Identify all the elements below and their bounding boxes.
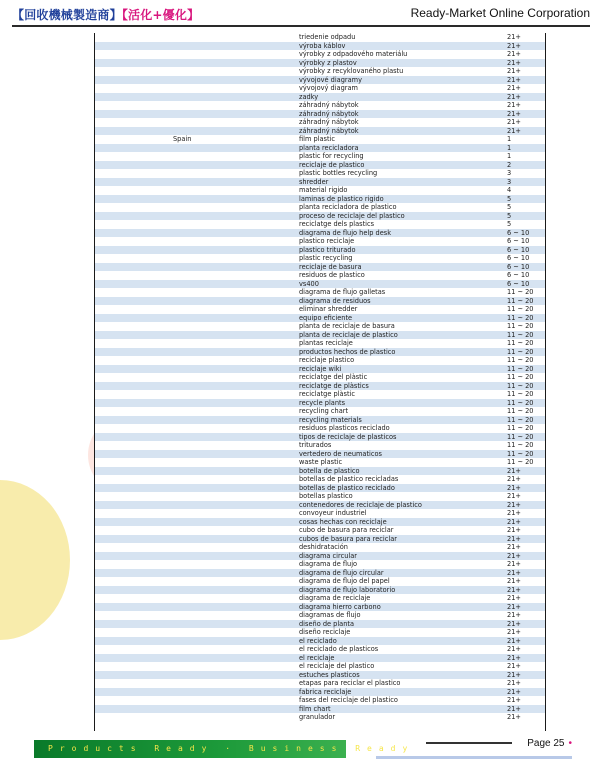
table-row: [95, 603, 545, 612]
table-row: [95, 535, 545, 544]
table-row: [95, 390, 545, 399]
table-row: [95, 620, 545, 629]
rank-range-cell: 11 ~ 20: [507, 381, 534, 390]
rank-range-cell: 6 ~ 10: [507, 245, 530, 254]
rank-range-cell: 21+: [507, 109, 521, 118]
table-row: [95, 543, 545, 552]
table-row: [95, 467, 545, 476]
table-row: [95, 67, 545, 76]
rank-range-cell: 3: [507, 177, 512, 186]
rank-range-cell: 21+: [507, 500, 521, 509]
keyword-cell: cubo de basura para reciclar: [299, 526, 394, 534]
keyword-cell: diagramas de flujo: [299, 611, 361, 619]
table-row: [95, 195, 545, 204]
table-row: [95, 526, 545, 535]
rank-range-cell: 11 ~ 20: [507, 296, 534, 305]
table-row: [95, 127, 545, 136]
keyword-cell: eliminar shredder: [299, 305, 358, 313]
keyword-cell: reciclaje plastico: [299, 356, 355, 364]
rank-range-cell: 21+: [507, 58, 521, 67]
keyword-cell: el reciclaje del plastico: [299, 662, 375, 670]
rank-range-cell: 11 ~ 20: [507, 432, 534, 441]
table-row: [95, 152, 545, 161]
rank-range-cell: 11 ~ 20: [507, 339, 534, 347]
table-row: [95, 713, 545, 722]
table-row: [95, 254, 545, 263]
keyword-cell: el reciclado de plasticos: [299, 645, 379, 653]
rank-range-cell: 11 ~ 20: [507, 390, 534, 398]
keyword-cell: reciclatge dels plastics: [299, 220, 375, 228]
decorative-yellow-blob: [0, 480, 70, 640]
rank-range-cell: 21+: [507, 92, 521, 101]
header-company-name: Ready-Market Online Corporation: [410, 6, 590, 20]
rank-range-cell: 21+: [507, 101, 521, 109]
rank-range-cell: 21+: [507, 687, 521, 696]
keyword-cell: cubos de basura para reciclar: [299, 534, 397, 543]
table-row: [95, 84, 545, 93]
rank-range-cell: 21+: [507, 526, 521, 534]
table-row: [95, 679, 545, 688]
keyword-cell: recycle plants: [299, 398, 346, 407]
rank-range-cell: 21+: [507, 653, 521, 662]
keyword-cell: convoyeur industriel: [299, 509, 367, 517]
table-row: [95, 229, 545, 238]
keyword-cell: diagrama de flujo circular: [299, 568, 384, 577]
table-row: [95, 297, 545, 306]
table-row: [95, 662, 545, 671]
rank-range-cell: 21+: [507, 628, 521, 636]
footer-accent-line: [376, 756, 572, 759]
table-row: [95, 645, 545, 654]
table-row: [95, 322, 545, 331]
rank-range-cell: 21+: [507, 696, 521, 704]
keyword-cell: granulador: [299, 713, 336, 721]
footer-divider: [426, 742, 512, 744]
rank-range-cell: 11 ~ 20: [507, 415, 534, 424]
rank-range-cell: 21+: [507, 84, 521, 92]
rank-range-cell: 6 ~ 10: [507, 254, 530, 262]
rank-range-cell: 2: [507, 160, 512, 169]
rank-range-cell: 21+: [507, 594, 521, 602]
table-row: [95, 42, 545, 51]
keyword-cell: estuches plasticos: [299, 670, 360, 679]
rank-range-cell: 21+: [507, 577, 521, 585]
keyword-cell: plastic bottles recycling: [299, 169, 378, 177]
rank-range-cell: 4: [507, 186, 512, 194]
rank-range-cell: 11 ~ 20: [507, 313, 534, 322]
rank-range-cell: 11 ~ 20: [507, 398, 534, 407]
table-row: [95, 305, 545, 314]
table-row: [95, 59, 545, 68]
keyword-cell: planta de reciclaje de plastico: [299, 330, 398, 339]
table-row: [95, 237, 545, 246]
table-row: [95, 518, 545, 527]
keyword-cell: triturados: [299, 441, 332, 449]
table-row: [95, 373, 545, 382]
table-row: [95, 178, 545, 187]
keyword-cell: reciclatge de plàstics: [299, 381, 369, 390]
rank-range-cell: 21+: [507, 679, 521, 687]
rank-range-cell: 21+: [507, 670, 521, 679]
table-row: [95, 628, 545, 637]
table-row: [95, 365, 545, 374]
keyword-cell: vývojový diagram: [299, 84, 358, 92]
keyword-cell: diagrama de reciclaje: [299, 594, 371, 602]
table-row: [95, 654, 545, 663]
table-row: [95, 101, 545, 110]
table-row: [95, 118, 545, 127]
rank-range-cell: 5: [507, 194, 512, 203]
rank-range-cell: 21+: [507, 560, 521, 568]
keyword-cell: el reciclaje: [299, 653, 335, 662]
table-row: [95, 212, 545, 221]
keyword-cell: reciclaje de plastico: [299, 160, 365, 169]
keyword-cell: diagrama hierro carbono: [299, 602, 381, 611]
keyword-cell: planta recicladora: [299, 143, 359, 152]
header-company-label: 【回收機械製造商】: [12, 8, 122, 22]
keyword-cell: el reciclado: [299, 636, 337, 645]
table-row: [95, 161, 545, 170]
keyword-cell: productos hechos de plastico: [299, 347, 396, 356]
keyword-cell: planta recicladora de plastico: [299, 203, 397, 211]
header-title: [12, 6, 199, 23]
keyword-cell: tipos de reciclaje de plasticos: [299, 432, 397, 441]
keyword-cell: plantas reciclaje: [299, 339, 353, 347]
table-row: [95, 271, 545, 280]
rank-range-cell: 21+: [507, 492, 521, 500]
table-row: [95, 331, 545, 340]
rank-range-cell: 11 ~ 20: [507, 305, 534, 313]
rank-range-cell: 21+: [507, 662, 521, 670]
rank-range-cell: 1: [507, 152, 512, 160]
table-row: [95, 186, 545, 195]
keyword-cell: shredder: [299, 177, 329, 186]
table-row: [95, 50, 545, 59]
keyword-cell: recycling chart: [299, 407, 349, 415]
table-row: [95, 203, 545, 212]
rank-range-cell: 21+: [507, 466, 521, 475]
table-row: [95, 280, 545, 289]
rank-range-cell: 21+: [507, 483, 521, 492]
footer-slogan-bar: Products Ready · Business Ready: [34, 740, 346, 758]
keyword-cell: residuos de plastico: [299, 271, 365, 279]
rank-range-cell: 21+: [507, 611, 521, 619]
table-row: [95, 611, 545, 620]
table-row: [95, 492, 545, 501]
rank-range-cell: 6 ~ 10: [507, 279, 530, 288]
table-row: [95, 586, 545, 595]
keyword-cell: diagrama circular: [299, 551, 357, 560]
table-row: [95, 416, 545, 425]
rank-range-cell: 11 ~ 20: [507, 424, 534, 432]
keyword-cell: plastic recycling: [299, 254, 353, 262]
table-row: [95, 382, 545, 391]
table-row: [95, 501, 545, 510]
country-cell: Spain: [173, 135, 192, 143]
rank-range-cell: 21+: [507, 636, 521, 645]
table-row: [95, 110, 545, 119]
table-row: [95, 144, 545, 153]
rank-range-cell: 11 ~ 20: [507, 347, 534, 356]
keyword-cell: botellas de plastico recicladas: [299, 475, 399, 483]
keyword-cell: film plastic: [299, 135, 336, 143]
keyword-cell: film chart: [299, 704, 331, 713]
table-row: [95, 33, 545, 42]
keyword-cell: diagrama de residuos: [299, 296, 371, 305]
keyword-cell: etapas para reciclar el plastico: [299, 679, 401, 687]
rank-range-cell: 21+: [507, 602, 521, 611]
table-row: [95, 484, 545, 493]
table-row: [95, 76, 545, 85]
keyword-cell: triedenie odpadu: [299, 33, 356, 41]
table-row: [95, 705, 545, 714]
table-row: [95, 450, 545, 459]
keyword-cell: waste plastic: [299, 458, 343, 466]
table-row: [95, 246, 545, 255]
table-row: [95, 560, 545, 569]
rank-range-cell: 21+: [507, 551, 521, 560]
rank-range-cell: 11 ~ 20: [507, 407, 534, 415]
table-row: [95, 424, 545, 433]
keyword-cell: deshidratación: [299, 543, 348, 551]
rank-range-cell: 21+: [507, 568, 521, 577]
table-row: [95, 169, 545, 178]
rank-range-cell: 5: [507, 220, 512, 228]
rank-range-cell: 21+: [507, 517, 521, 526]
table-row: [95, 569, 545, 578]
keyword-cell: diseño de planta: [299, 619, 355, 628]
table-row: [95, 577, 545, 586]
rank-range-cell: 11 ~ 20: [507, 330, 534, 339]
keyword-cell: plastico triturado: [299, 245, 356, 254]
keyword-cell: planta de reciclaje de basura: [299, 322, 395, 330]
table-row: [95, 671, 545, 680]
table-row: [95, 399, 545, 408]
rank-range-cell: 21+: [507, 713, 521, 721]
rank-range-cell: 11 ~ 20: [507, 356, 534, 364]
rank-range-cell: 21+: [507, 534, 521, 543]
table-row: [95, 220, 545, 229]
rank-range-cell: 11 ~ 20: [507, 458, 534, 466]
page-number: [527, 738, 572, 749]
table-row: [95, 314, 545, 323]
rank-range-cell: 21+: [507, 619, 521, 628]
rank-range-cell: 5: [507, 211, 512, 220]
table-row: [95, 348, 545, 357]
keyword-cell: výroba káblov: [299, 41, 346, 50]
table-row: [95, 135, 545, 144]
table-row: [95, 93, 545, 102]
rank-range-cell: 3: [507, 169, 512, 177]
rank-range-cell: 6 ~ 10: [507, 271, 530, 279]
rank-range-cell: 11 ~ 20: [507, 441, 534, 449]
table-row: [95, 263, 545, 272]
keyword-cell: výrobky z recyklovaného plastu: [299, 67, 404, 75]
rank-range-cell: 21+: [507, 41, 521, 50]
table-row: [95, 688, 545, 697]
rank-range-cell: 11 ~ 20: [507, 322, 534, 330]
table-row: [95, 509, 545, 518]
rank-range-cell: 11 ~ 20: [507, 288, 534, 296]
keyword-cell: záhradný nábytok: [299, 126, 359, 135]
rank-range-cell: 11 ~ 20: [507, 364, 534, 373]
keyword-cell: diagrama de flujo del papel: [299, 577, 390, 585]
table-row: [95, 594, 545, 603]
table-row: [95, 552, 545, 561]
keyword-cell: reciclaje de basura: [299, 262, 362, 271]
keyword-cell: plastic for recycling: [299, 152, 364, 160]
keyword-cell: záhradný nábytok: [299, 101, 359, 109]
keyword-cell: plastico reciclaje: [299, 237, 355, 245]
keyword-cell: reciclaje wiki: [299, 364, 342, 373]
rank-range-cell: 21+: [507, 645, 521, 653]
keyword-cell: diagrama de flujo laboratorio: [299, 585, 396, 594]
rank-range-cell: 21+: [507, 543, 521, 551]
table-row: [95, 356, 545, 365]
table-row: [95, 288, 545, 297]
keyword-cell: diagrama de flujo: [299, 560, 358, 568]
rank-range-cell: 5: [507, 203, 512, 211]
rank-range-cell: 21+: [507, 509, 521, 517]
rank-range-cell: 1: [507, 135, 512, 143]
keyword-cell: zadky: [299, 92, 319, 101]
keyword-table: [94, 33, 546, 731]
keyword-cell: recycling materials: [299, 415, 362, 424]
keyword-cell: fases del reciclaje del plastico: [299, 696, 398, 704]
keyword-cell: reciclatge del plàstic: [299, 373, 368, 381]
page-dot-icon: •: [568, 738, 572, 749]
keyword-cell: diagrama de flujo galletas: [299, 288, 386, 296]
keyword-cell: diagrama de flujo help desk: [299, 228, 392, 237]
keyword-cell: proceso de reciclaje del plastico: [299, 211, 405, 220]
keyword-cell: diseño reciclaje: [299, 628, 351, 636]
keyword-cell: vs400: [299, 279, 319, 288]
keyword-cell: fabrica reciclaje: [299, 687, 352, 696]
rank-range-cell: 21+: [507, 118, 521, 126]
rank-range-cell: 21+: [507, 475, 521, 483]
keyword-cell: vertedero de neumaticos: [299, 449, 382, 458]
keyword-cell: equipo eficiente: [299, 313, 353, 322]
table-row: [95, 696, 545, 705]
keyword-cell: záhradný nábytok: [299, 109, 359, 118]
table-row: [95, 441, 545, 450]
keyword-cell: contenedores de reciclaje de plastico: [299, 500, 422, 509]
table-row: [95, 339, 545, 348]
keyword-cell: cosas hechas con reciclaje: [299, 517, 387, 526]
rank-range-cell: 1: [507, 143, 512, 152]
rank-range-cell: 21+: [507, 67, 521, 75]
rank-range-cell: 21+: [507, 33, 521, 41]
keyword-cell: vývojové diagramy: [299, 75, 362, 84]
rank-range-cell: 21+: [507, 704, 521, 713]
rank-range-cell: 6 ~ 10: [507, 228, 530, 237]
rank-range-cell: 6 ~ 10: [507, 262, 530, 271]
table-row: [95, 637, 545, 646]
keyword-cell: botellas de plastico reciclado: [299, 483, 395, 492]
rank-range-cell: 21+: [507, 585, 521, 594]
table-row: [95, 475, 545, 484]
keyword-cell: reciclatge plàstic: [299, 390, 356, 398]
keyword-cell: material rigido: [299, 186, 348, 194]
rank-range-cell: 21+: [507, 75, 521, 84]
header-tag-label: 【活化+優化】: [121, 8, 200, 22]
rank-range-cell: 21+: [507, 126, 521, 135]
table-row: [95, 407, 545, 416]
rank-range-cell: 6 ~ 10: [507, 237, 530, 245]
rank-range-cell: 21+: [507, 50, 521, 58]
table-row: [95, 458, 545, 467]
keyword-cell: botella de plastico: [299, 466, 360, 475]
keyword-cell: výrobky z odpadového materiálu: [299, 50, 408, 58]
keyword-cell: laminas de plastico rigido: [299, 194, 384, 203]
rank-range-cell: 11 ~ 20: [507, 373, 534, 381]
keyword-cell: záhradný nábytok: [299, 118, 359, 126]
rank-range-cell: 11 ~ 20: [507, 449, 534, 458]
keyword-cell: výrobky z plastov: [299, 58, 357, 67]
keyword-cell: botellas plastico: [299, 492, 353, 500]
table-row: [95, 433, 545, 442]
header-divider: [12, 25, 590, 27]
keyword-cell: residuos plasticos reciclado: [299, 424, 390, 432]
page-number-label: Page 25: [527, 738, 565, 749]
